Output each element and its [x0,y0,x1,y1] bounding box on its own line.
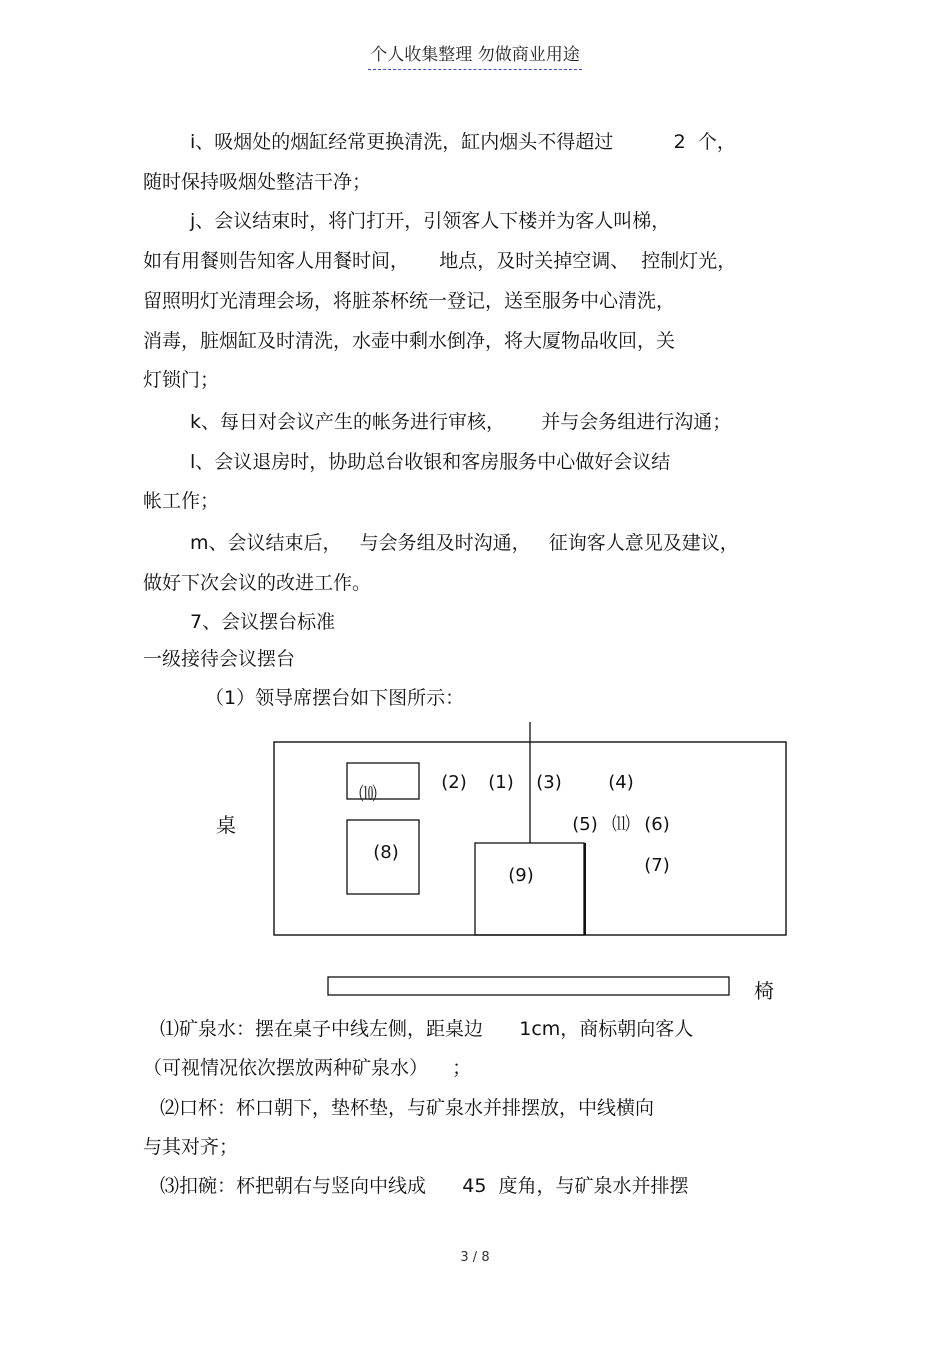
box-9 [475,843,584,935]
text-line: ⑴矿泉水：摆在桌子中线左侧，距桌边 1cm，商标朝向客人 [160,1018,694,1040]
text-line: ⑵口杯：杯口朝下，垫杯垫，与矿泉水并排摆放，中线横向 [160,1097,655,1119]
diagram-item-10-label: ⑽ [359,784,377,805]
text-line: 做好下次会议的改进工作。 [143,572,372,594]
text-line: l、会议退房时，协助总台收银和客房服务中心做好会议结 [190,451,671,473]
diagram-item-11-label: ⑾ [612,814,630,835]
chair-label: 椅 [754,979,774,1003]
page-number: 3 / 8 [460,1250,490,1265]
text-line: 一级接待会议摆台 [143,648,296,670]
diagram-item-6-label: (6) [644,814,670,835]
diagram-item-1-label: (1) [488,772,514,793]
text-line: （可视情况依次摆放两种矿泉水） ； [143,1057,472,1079]
text-line: 7、会议摆台标准 [190,611,336,633]
diagram-item-3-label: (3) [536,772,562,793]
diagram-item-5-label: (5) [572,814,598,835]
text-line: 帐工作； [143,490,220,512]
diagram-item-9-label: (9) [508,865,534,886]
diagram-item-8-label: (8) [373,842,399,863]
text-line: （1）领导席摆台如下图所示： [205,687,465,709]
text-line: 与其对齐； [143,1136,239,1158]
text-line: j、会议结束时，将门打开，引领客人下楼并为客人叫梯， [190,210,671,232]
text-line: 消毒，脏烟缸及时清洗，水壶中剩水倒净，将大厦物品收回，关 [143,330,676,352]
chair-bar [328,977,729,995]
diagram-item-7-label: (7) [644,855,670,876]
diagram-item-2-label: (2) [441,772,467,793]
text-line: ⑶扣碗：杯把朝右与竖向中线成 45 度角，与矿泉水并排摆 [160,1175,689,1197]
text-line: 如有用餐则告知客人用餐时间， 地点，及时关掉空调、 控制灯光， [143,250,737,272]
table-label: 桌 [216,813,236,837]
text-line: 留照明灯光清理会场，将脏茶杯统一登记，送至服务中心清洗， [143,290,676,312]
box-10 [347,763,419,799]
text-line: 随时保持吸烟处整洁干净； [143,171,372,193]
header-title: 个人收集整理 勿做商业用途 [368,45,581,70]
text-line: k、每日对会议产生的帐务进行审核， 并与会务组进行沟通； [190,411,732,433]
diagram-item-4-label: (4) [608,772,634,793]
text-line: 灯锁门； [143,369,220,391]
text-line: i、吸烟处的烟缸经常更换清洗，缸内烟头不得超过 2 个， [190,131,736,153]
diagram-items [359,772,670,886]
text-line: m、会议结束后， 与会务组及时沟通， 征询客人意见及建议， [190,532,739,554]
